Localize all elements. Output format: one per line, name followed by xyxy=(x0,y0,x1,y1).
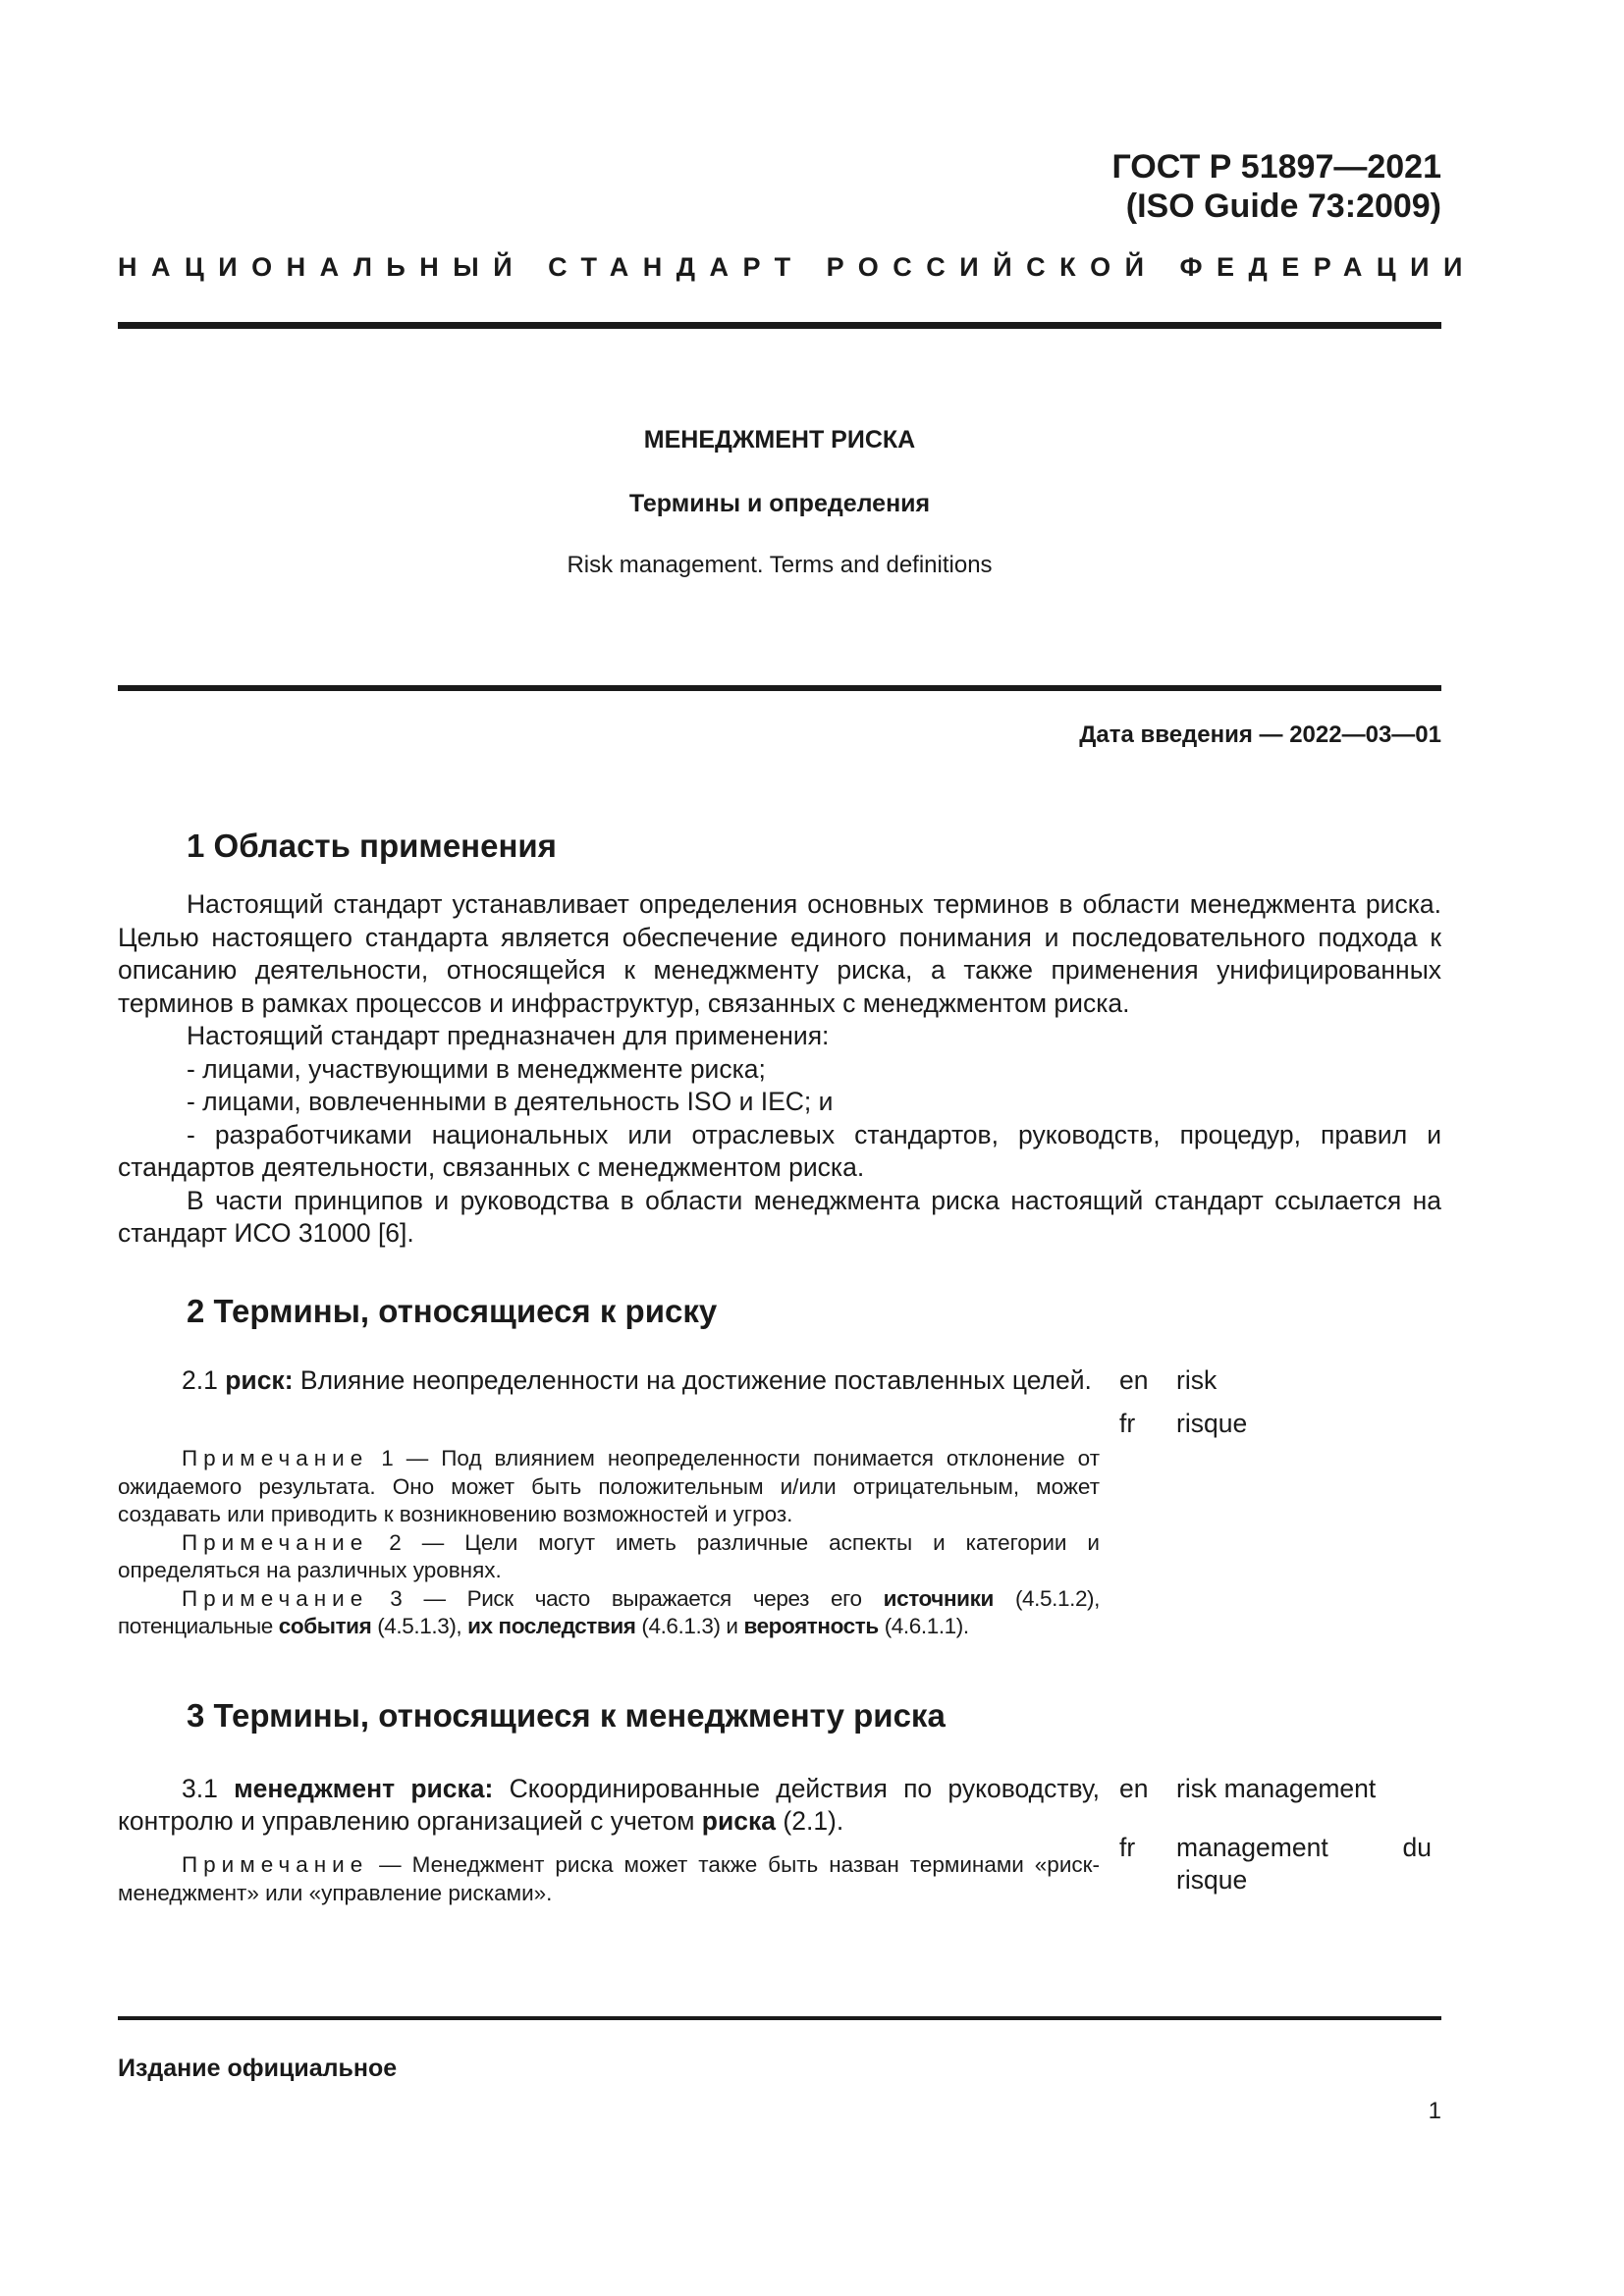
note-text: Риск часто выражается через его xyxy=(466,1585,862,1611)
note-label: Примечание xyxy=(182,1529,369,1555)
note-1 xyxy=(118,1445,1100,1529)
title-divider xyxy=(118,685,1441,691)
note-text: Менеджмент риска может также быть назван терминами «риск-менеджмент» или «управление рисками». xyxy=(118,1852,1100,1905)
term-3-1-notes xyxy=(118,1851,1100,1907)
term-number: 3.1 xyxy=(182,1774,218,1803)
national-standard-banner: НАЦИОНАЛЬНЫЙ СТАНДАРТ РОССИЙСКОЙ ФЕДЕРАЦИИ xyxy=(118,252,1477,282)
lang-term-fr: management du risque xyxy=(1176,1833,1432,1895)
note-number: 1 — xyxy=(381,1446,429,1470)
lang-code-en: en xyxy=(1119,1774,1149,1803)
footer-divider xyxy=(118,2016,1441,2020)
reference-number: (2.1). xyxy=(783,1806,844,1836)
term-2-1 xyxy=(118,1364,1100,1397)
term-definition: Влияние неопределенности на достижение поставленных целей. xyxy=(299,1365,1092,1395)
edition-label: Издание официальное xyxy=(118,2055,398,2082)
note-label: Примечание xyxy=(182,1585,369,1611)
term-reference-sources: источники xyxy=(883,1585,994,1611)
scope-reference-paragraph: В части принципов и руководства в области менеджмента риска настоящий стандарт ссылается на стандарт ИСО 31000 [6]. xyxy=(118,1185,1441,1248)
note-2 xyxy=(118,1529,1100,1585)
top-divider xyxy=(118,322,1441,329)
page-number: 1 xyxy=(1428,2098,1441,2124)
lang-term-en: risk management xyxy=(1176,1774,1377,1803)
scope-list-item: - лицами, участвующими в менеджменте риска; xyxy=(187,1053,766,1084)
term-3-1 xyxy=(118,1773,1100,1838)
document-subtitle: Термины и определения xyxy=(628,490,931,517)
lang-code-en: en xyxy=(1119,1365,1149,1395)
scope-list-item: - лицами, вовлеченными в деятельность ISO и IEC; и xyxy=(187,1087,834,1116)
scope-list-item: - разработчиками национальных или отраслевых стандартов, руководств, процедур, правил и стандартов деятельности, связанных с менеджментом риска. xyxy=(118,1119,1441,1182)
section-1-heading: 1 Область применения xyxy=(187,828,557,864)
term-reference-consequences: их последствия xyxy=(467,1614,636,1638)
reference-number: (4.6.1.1). xyxy=(884,1614,969,1638)
note xyxy=(118,1851,1100,1907)
scope-paragraph: Настоящий стандарт устанавливает определения основных терминов в области менеджмента риска. Целью настоящего стандарта является обеспечение единого понимания и последовательного подхода к описанию деятельности, относящейся к менеджменту риска, а также применения унифицированных терминов в рамках процессов и инфраструктур, связанных с менеджментом риска. xyxy=(118,889,1441,1018)
term-number: 2.1 xyxy=(182,1365,218,1395)
lang-term-en: risk xyxy=(1176,1365,1218,1395)
term-name: риск: xyxy=(225,1365,294,1395)
iso-reference: (ISO Guide 73:2009) xyxy=(1125,187,1441,225)
note-label: Примечание xyxy=(182,1852,369,1877)
section-2-heading: 2 Термины, относящиеся к риску xyxy=(187,1293,718,1329)
note-number: 2 — xyxy=(389,1529,445,1555)
term-name: менеджмент риска: xyxy=(234,1774,494,1803)
note-label: Примечание xyxy=(182,1446,369,1470)
standard-number: ГОСТ Р 51897—2021 xyxy=(1111,148,1441,186)
document-title-english: Risk management. Terms and definitions xyxy=(567,552,993,578)
note-3 xyxy=(118,1585,1100,1641)
introduction-date: Дата введения — 2022—03—01 xyxy=(1079,721,1441,748)
reference-number: (4.5.1.2), потенциальные xyxy=(118,1585,1100,1638)
lang-code-fr: fr xyxy=(1119,1833,1136,1862)
section-3-heading: 3 Термины, относящиеся к менеджменту риска xyxy=(187,1697,946,1734)
lang-code-fr: fr xyxy=(1119,1409,1136,1438)
document-title: МЕНЕДЖМЕНТ РИСКА xyxy=(643,426,916,454)
note-number: — xyxy=(379,1852,402,1877)
term-reference-risk: риска xyxy=(701,1806,777,1836)
note-number: 3 — xyxy=(390,1585,446,1611)
reference-number: (4.5.1.3), xyxy=(377,1614,462,1638)
reference-number: (4.6.1.3) и xyxy=(641,1614,738,1638)
term-definition: Скоординированные действия по руководству, контролю и управлению организацией с учетом xyxy=(118,1774,1100,1836)
note-text: Цели могут иметь различные аспекты и категории и определяться на различных уровнях. xyxy=(118,1529,1100,1582)
term-2-1-notes xyxy=(118,1445,1100,1641)
term-reference-events: события xyxy=(278,1614,372,1638)
note-text: Под влиянием неопределенности понимается отклонение от ожидаемого результата. Оно может быть положительным и/или отрицательным, может создавать или приводить к возникновению возможностей и угроз. xyxy=(118,1446,1101,1526)
term-reference-likelihood: вероятность xyxy=(743,1614,879,1638)
lang-term-fr: risque xyxy=(1176,1409,1248,1438)
section-1-body xyxy=(118,888,1441,1251)
scope-application-intro: Настоящий стандарт предназначен для применения: xyxy=(187,1021,830,1050)
